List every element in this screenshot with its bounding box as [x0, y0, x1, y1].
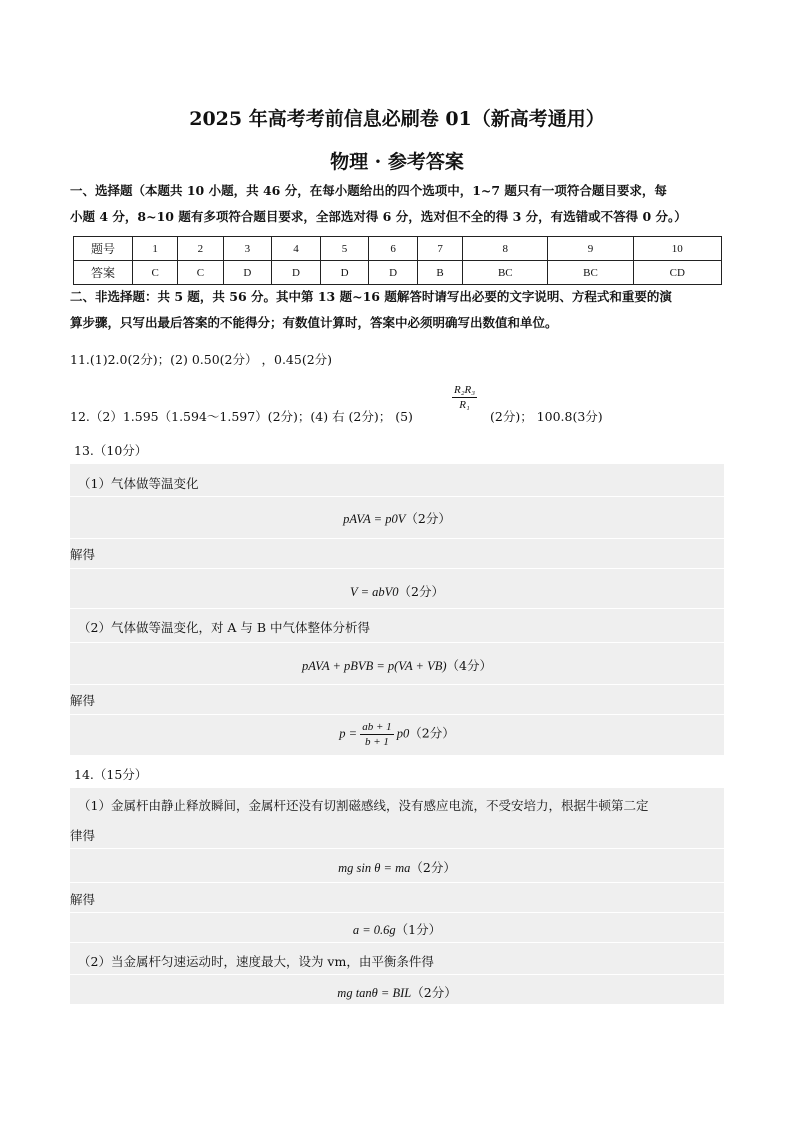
table-header-answer: 答案 — [74, 261, 133, 285]
score: （2分） — [409, 725, 455, 741]
q14-solve1: 解得 — [70, 892, 96, 907]
score: （4分） — [446, 658, 492, 673]
q13-step1: （1）气体做等温变化 — [78, 476, 199, 491]
q13-solve1: 解得 — [70, 547, 96, 562]
table-cell: 2 — [178, 237, 223, 261]
q12-part1: 12.（2）1.595（1.594～1.597）(2分)；(4) 右 (2分)； (5) — [70, 409, 413, 424]
q12-fraction-denominator: R₁ — [459, 399, 470, 411]
divider — [70, 714, 724, 715]
divider — [70, 538, 724, 539]
q12-fraction — [452, 383, 477, 412]
page-subtitle: 物理 · 参考答案 — [330, 151, 464, 173]
table-cell: 8 — [463, 237, 548, 261]
formula: a = 0.6g — [352, 923, 396, 937]
q14-formula-3 — [70, 983, 724, 1001]
q12-answer — [70, 385, 730, 425]
q14-solution-block — [70, 788, 724, 1004]
answer-table-row-numbers — [74, 237, 722, 261]
formula: pAVA + pBVB = p(VA + VB) — [301, 659, 447, 673]
section1-line2: 小题 4 分，8~10 题有多项符合题目要求，全部选对得 6 分，选对但不全的得 3 分，有选错或不答得 0 分。） — [70, 209, 687, 224]
divider — [70, 942, 724, 943]
formula-rhs: p0 — [396, 726, 410, 741]
table-cell: CD — [633, 261, 721, 285]
table-cell: 9 — [548, 237, 633, 261]
table-cell: C — [133, 261, 178, 285]
formula-lhs: p = — [339, 726, 358, 741]
divider — [70, 882, 724, 883]
q13-heading: 13.（10分） — [74, 443, 148, 458]
q14-step1-line2: 律得 — [70, 828, 96, 843]
q13-formula-2 — [70, 582, 724, 600]
table-cell: D — [320, 261, 369, 285]
score: （1分） — [395, 922, 442, 937]
formula: mg tanθ = BIL — [337, 986, 412, 1000]
table-cell: 5 — [320, 237, 369, 261]
table-cell: BC — [463, 261, 548, 285]
table-cell: D — [272, 261, 321, 285]
q14-formula-2 — [70, 920, 724, 938]
table-cell: D — [369, 261, 418, 285]
table-cell: 4 — [272, 237, 321, 261]
score: （2分） — [410, 860, 456, 875]
page-title: 2025 年高考考前信息必刷卷 01（新高考通用） — [189, 108, 605, 130]
table-cell: B — [417, 261, 462, 285]
table-cell: 3 — [223, 237, 272, 261]
section2-line1: 二、非选择题：共 5 题，共 56 分。其中第 13 题~16 题解答时请写出必要的文字说明、方程式和重要的演 — [70, 289, 672, 304]
q12-fraction-numerator: R₂R₃ — [454, 384, 476, 396]
table-cell: 10 — [633, 237, 721, 261]
section2-instructions — [70, 284, 730, 336]
score: （2分） — [398, 584, 444, 599]
table-cell: D — [223, 261, 272, 285]
q13-formula-1 — [70, 509, 724, 527]
divider — [70, 608, 724, 609]
formula: V = abV0 — [350, 585, 399, 599]
score: （2分） — [411, 985, 457, 1000]
answer-table-row-answers — [74, 261, 722, 285]
q13-fraction-denominator: b + 1 — [364, 736, 389, 748]
table-cell: BC — [548, 261, 633, 285]
formula: pAVA = p0V — [343, 512, 406, 526]
q14-step2: （2）当金属杆匀速运动时，速度最大，设为 vm，由平衡条件得 — [78, 954, 434, 969]
divider — [70, 848, 724, 849]
table-header-question-number: 题号 — [74, 237, 133, 261]
formula: mg sin θ = ma — [338, 861, 411, 875]
divider — [70, 684, 724, 685]
divider — [70, 974, 724, 975]
table-cell: 1 — [133, 237, 178, 261]
q14-formula-1 — [70, 858, 724, 876]
q13-formula-3 — [70, 656, 724, 674]
score: （2分） — [405, 511, 451, 526]
divider — [70, 912, 724, 913]
divider — [70, 568, 724, 569]
table-cell: 6 — [369, 237, 418, 261]
divider — [70, 496, 724, 497]
section1-instructions — [70, 178, 730, 230]
table-cell: C — [178, 261, 223, 285]
q13-step2: （2）气体做等温变化，对 A 与 B 中气体整体分析得 — [78, 620, 371, 635]
q13-solution-block — [70, 464, 724, 755]
q13-fraction-numerator: ab + 1 — [362, 721, 392, 733]
table-cell: 7 — [417, 237, 462, 261]
q13-fraction — [360, 720, 393, 749]
q11-answer: 11.(1)2.0(2分)；(2) 0.50(2分） ，0.45(2分) — [70, 352, 333, 367]
section2-line2: 算步骤，只写出最后答案的不能得分；有数值计算时，答案中必须明确写出数值和单位。 — [70, 315, 558, 330]
section1-line1: 一、选择题（本题共 10 小题，共 46 分，在每小题给出的四个选项中，1~7 题只有一项符合题目要求，每 — [70, 183, 667, 198]
q14-heading: 14.（15分） — [74, 767, 148, 782]
answer-table — [73, 236, 722, 285]
q13-solve2: 解得 — [70, 693, 96, 708]
q12-part2: (2分)； 100.8(3分) — [490, 409, 603, 424]
q13-formula-4 — [70, 720, 724, 749]
q14-step1-line1: （1）金属杆由静止释放瞬间，金属杆还没有切割磁感线，没有感应电流，不受安培力，根据牛顿第二定 — [78, 798, 649, 813]
divider — [70, 642, 724, 643]
